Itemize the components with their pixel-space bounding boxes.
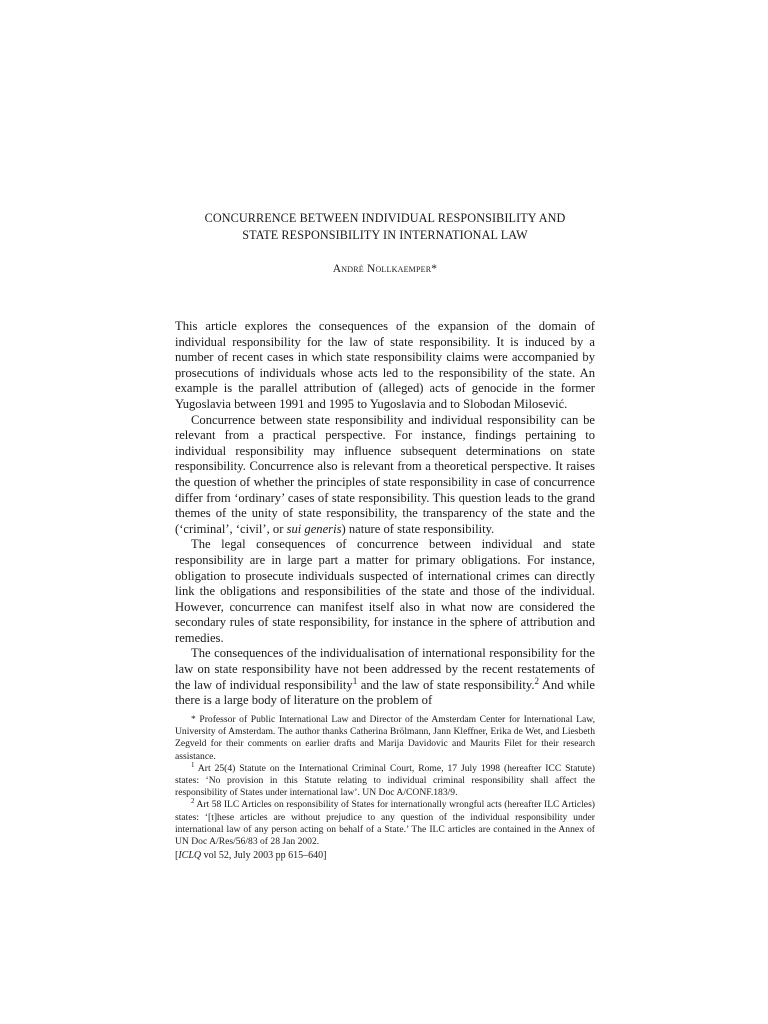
article-title [175, 210, 595, 244]
body-paragraph-4-text-a: The consequences of the individualisation of international responsibility for the law on state responsibility have not been addressed by the recent restatements of the law of individual responsibility [175, 646, 595, 692]
citation-bracket: [ [175, 850, 179, 861]
footnote-2-text: Art 58 ILC Articles on responsibility of States for internationally wrongful acts (hereafter ILC Articles) states: ‘[t]hese articles are without prejudice to any question of the individual responsibility under international law of any person acting on behalf of a State.’ The ILC articles are contained in the Annex of UN Doc A/Res/56/83 of 28 Jan 2002. [175, 799, 595, 848]
body-paragraph-2-text-a: Concurrence between state responsibility and individual responsibility can be relevant from a practical perspective. For instance, findings pertaining to individual responsibility may influence subsequent determinations on state responsibility. Concurrence also is relevant from a theoretical perspective. It raises the question of whether the principles of state responsibility in case of concurrence differ from ‘ordinary’ cases of state responsibility. This question leads to the grand themes of the unity of state responsibility, the transparency of the state and the (‘criminal’, ‘civil’, or [175, 412, 595, 536]
footnote-2-marker: 2 [191, 798, 195, 806]
footnotes [175, 714, 595, 848]
body-paragraph-4-text-c: And while there is a large body of literature on the problem of [175, 677, 595, 708]
body-paragraph-2 [175, 413, 595, 538]
article-author: André Nollkaemper* [332, 263, 438, 275]
article-title-line-2: STATE RESPONSIBILITY IN INTERNATIONAL LAW [242, 228, 528, 242]
article-page [175, 0, 595, 1024]
article-body [175, 319, 595, 709]
footnote-ref-1: 1 [352, 675, 358, 686]
citation-details: vol 52, July 2003 pp 615–640] [201, 850, 327, 861]
body-paragraph-1: This article explores the consequences of the expansion of the domain of individual responsibility for the law of state responsibility. It is induced by a number of recent cases in which state responsibility claims were accompanied by prosecutions of individuals whose acts led to the responsibility of the state. An example is the parallel attribution of (alleged) acts of genocide in the former Yugoslavia between 1991 and 1995 to Yugoslavia and to Slobodan Milosević. [175, 319, 595, 411]
footnote-1-marker: 1 [191, 761, 195, 769]
footnote-ref-2: 2 [534, 675, 540, 686]
footnote-author: * Professor of Public International Law and Director of the Amsterdam Center for International Law, University of Amsterdam. The author thanks Catherina Brölmann, Jann Kleffner, Erika de Wet, and Liesbeth Zegveld for their comments on earlier drafts and Marija Davidovic and Maurits Filet for their research assistance. [175, 714, 595, 762]
citation-journal: ICLQ [178, 850, 202, 861]
body-paragraph-2-italic: sui generis [286, 521, 342, 536]
body-paragraph-4-text-b: and the law of state responsibility. [357, 677, 535, 692]
footnote-1 [175, 763, 595, 800]
body-paragraph-2-text-b: ) nature of state responsibility. [341, 521, 495, 536]
footnote-2 [175, 799, 595, 848]
journal-citation [175, 850, 326, 862]
body-paragraph-4 [175, 646, 595, 708]
article-title-line-1: CONCURRENCE BETWEEN INDIVIDUAL RESPONSIBILITY AND [204, 211, 566, 225]
body-paragraph-3: The legal consequences of concurrence between individual and state responsibility are in large part a matter for primary obligations. For instance, obligation to prosecute individuals suspected of international crimes can directly link the obligations and responsibilities of the state and those of the individual. However, concurrence can manifest itself also in what now are considered the secondary rules of state responsibility, for instance in the sphere of attribution and remedies. [175, 537, 595, 645]
footnote-1-text: Art 25(4) Statute on the International Criminal Court, Rome, 17 July 1998 (hereafter ICC Statute) states: ‘No provision in this Statute relating to individual criminal responsibility shall affect the responsibility of States under international law’. UN Doc A/CONF.183/9. [175, 762, 595, 799]
